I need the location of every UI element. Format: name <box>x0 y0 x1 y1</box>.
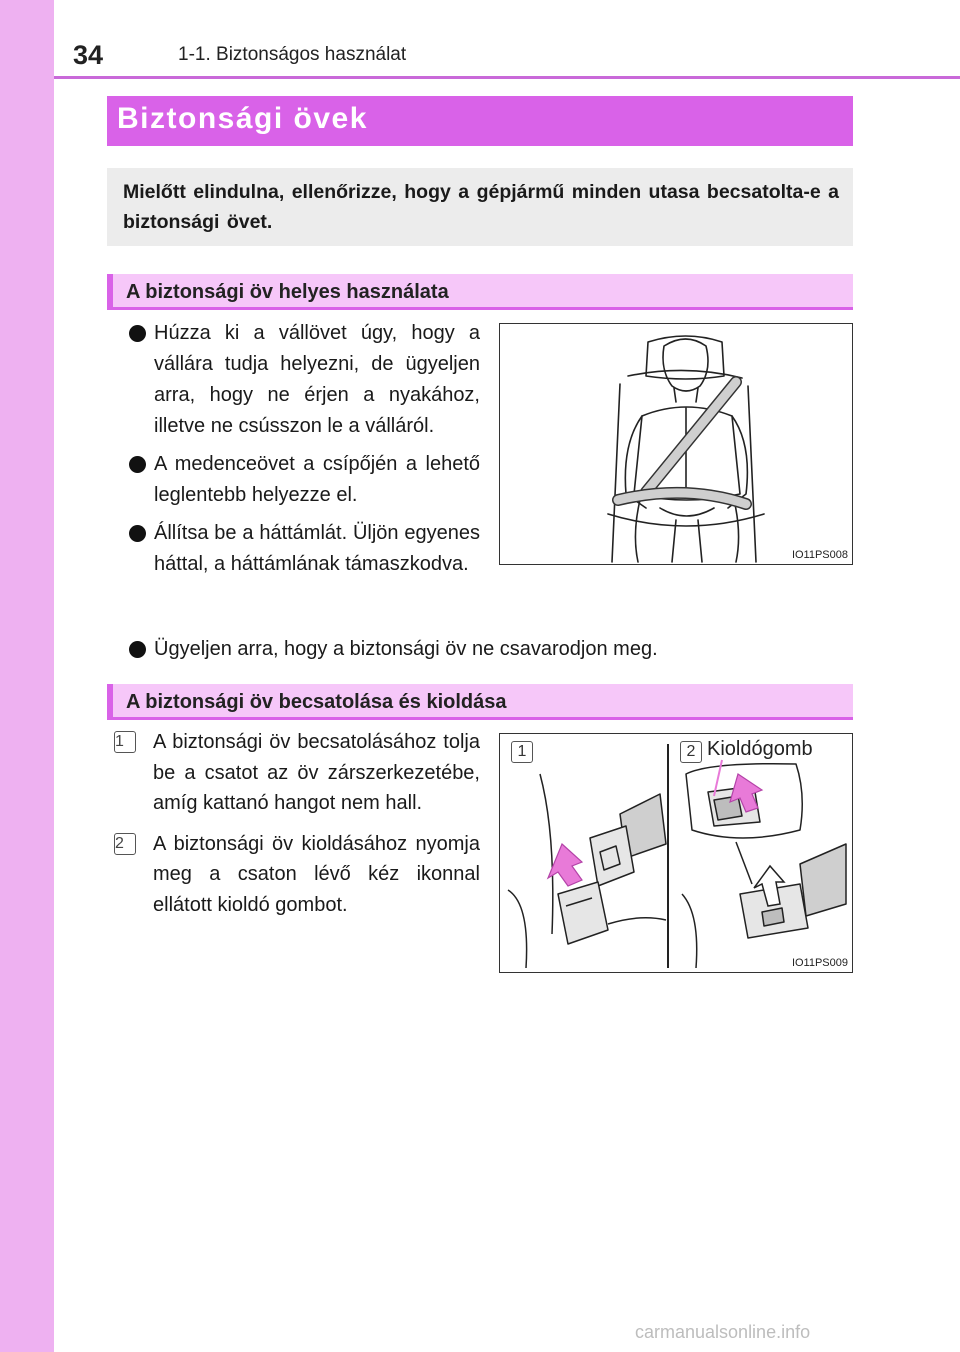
bullet-icon <box>129 641 146 658</box>
notice-box <box>107 168 853 246</box>
bullet-icon <box>129 325 146 342</box>
figure-code: IO11PS008 <box>791 549 848 561</box>
figure-code: IO11PS009 <box>791 957 848 969</box>
figure-panel-1-number: 1 <box>511 741 533 763</box>
bullet-icon <box>129 456 146 473</box>
subheading-fasten-release-label: A biztonsági öv becsatolása és kioldása <box>126 691 507 713</box>
header-divider <box>54 76 960 79</box>
step-number-icon: 1 <box>114 731 136 753</box>
page-number: 34 <box>73 40 104 70</box>
step-number-icon: 2 <box>114 833 136 855</box>
buckle-illustration <box>500 734 853 973</box>
bullet-text: Ügyeljen arra, hogy a biztonsági öv ne csavarodjon meg. <box>154 638 658 660</box>
bullet-text: Húzza ki a vállövet úgy, hogy a vállára tudja helyezni, de ügyeljen arra, hogy ne érjen a nyakához, illetve ne csússzon le a válláról. <box>154 322 480 437</box>
correct-use-bullets <box>128 318 480 587</box>
list-item <box>128 318 480 442</box>
subheading-correct-use-label: A biztonsági öv helyes használata <box>126 281 449 303</box>
notice-text: Mielőtt elindulna, ellenőrizze, hogy a gépjármű minden utasa becsatolta-e a biztonsági övet. <box>123 181 839 233</box>
seated-person-illustration <box>500 324 853 565</box>
step-text: A biztonsági öv becsatolásához tolja be a csatot az öv zárszerkezetébe, amíg kattanó hangot nem hall. <box>153 731 480 814</box>
bullet-text: A medenceövet a csípőjén a lehető leglentebb helyezze el. <box>154 453 480 506</box>
section-title: Biztonsági övek <box>117 102 368 135</box>
seatbelt-posture-figure <box>499 323 853 565</box>
chapter-title: 1-1. Biztonságos használat <box>178 44 407 65</box>
step-item <box>114 829 480 921</box>
subheading-correct-use <box>107 274 853 310</box>
subheading-fasten-release <box>107 684 853 720</box>
figure-panel-2-number: 2 <box>680 741 702 763</box>
step-text: A biztonsági öv kioldásához nyomja meg a csaton lévő kéz ikonnal ellátott kioldó gombot. <box>153 832 480 916</box>
list-item <box>128 518 480 580</box>
bullet-text: Állítsa be a háttámlát. Üljön egyenes háttal, a háttámlának támaszkodva. <box>154 522 480 575</box>
section-heading <box>107 96 853 146</box>
bullet-icon <box>129 525 146 542</box>
list-item-wide <box>128 634 848 665</box>
release-button-label: Kioldógomb <box>707 738 813 760</box>
fasten-release-steps <box>114 727 480 930</box>
buckle-figure <box>499 733 853 973</box>
watermark: carmanualsonline.info <box>635 1322 811 1342</box>
step-item <box>114 727 480 819</box>
list-item <box>128 449 480 511</box>
side-color-strip <box>0 0 54 1352</box>
